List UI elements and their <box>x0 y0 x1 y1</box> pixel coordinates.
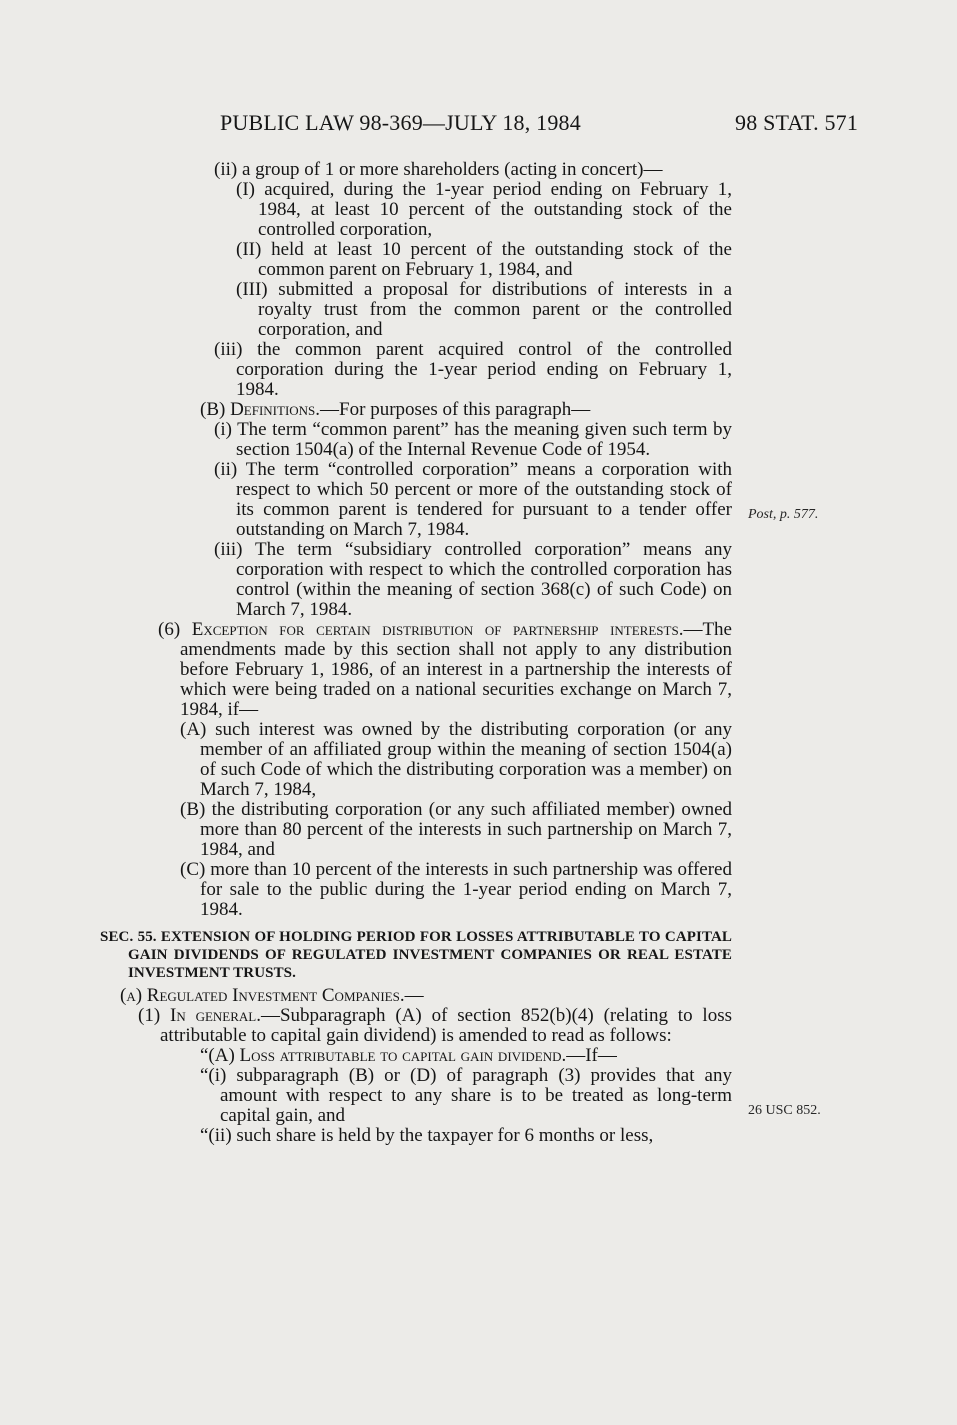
definitions-intro: —For purposes of this paragraph— <box>320 399 591 420</box>
clause-ii: (ii) a group of 1 or more shareholders (acting in concert)— <box>214 159 663 180</box>
margin-note-post: Post, p. 577. <box>748 507 819 522</box>
quoted-clause-ii: “(ii) such share is held by the taxpayer for 6 months or less, <box>200 1125 654 1146</box>
subclause-III: (III) submitted a proposal for distributions of interests in a royalty trust from the common parent or the controlled corporation, and <box>236 279 732 340</box>
section-55-heading: SEC. 55. EXTENSION OF HOLDING PERIOD FOR LOSSES ATTRIBUTABLE TO CAPITAL GAIN DIVIDENDS OF REGULATED INVESTMENT COMPANIES OR REAL ESTATE INVESTMENT TRUSTS. <box>100 929 732 981</box>
header-title: PUBLIC LAW 98-369—JULY 18, 1984 <box>220 110 581 135</box>
definition-controlled-corporation: (ii) The term “controlled corporation” means a corporation with respect to which 50 percent or more of the outstanding stock of its common parent is tendered for pursuant to a tender offer outstanding on March 7, 1984. <box>214 459 732 540</box>
paragraph-6 <box>100 620 732 720</box>
subclause-I: (I) acquired, during the 1-year period ending on February 1, 1984, at least 10 percent of the outstanding stock of the controlled corporation, <box>236 179 732 240</box>
quoted-A-label: “(A) Loss attributable to capital gain dividend. <box>200 1045 567 1066</box>
statute-page-number: 98 STAT. 571 <box>735 110 859 135</box>
paragraph-1 <box>100 1006 732 1046</box>
subclause-II: (II) held at least 10 percent of the outstanding stock of the common parent on February 1, 1984, and <box>236 239 732 280</box>
margin-note-usc: 26 USC 852. <box>748 1103 821 1118</box>
paragraph-6-text: —The amendments made by this section shall not apply to any distribution before February 1, 1986, of an interest in a partnership the interests of which were being traded on a national securities exchange on March 7, 1984, if— <box>180 619 732 720</box>
subparagraph-C: (C) more than 10 percent of the interests in such partnership was offered for sale to the public during the 1-year period ending on March 7, 1984. <box>180 859 732 920</box>
subparagraph-A: (A) such interest was owned by the distributing corporation (or any member of an affiliated group within the meaning of section 1504(a) of such Code of which the distributing corporation was a member) on March 7, 1984, <box>180 719 732 800</box>
subsection-a-heading: (a) Regulated Investment Companies.— <box>120 985 424 1006</box>
paragraph-1-label: (1) In general. <box>138 1005 261 1026</box>
definitions-heading <box>100 400 732 420</box>
definition-subsidiary-controlled-corporation: (iii) The term “subsidiary controlled corporation” means any corporation with respect to which the controlled corporation has control (within the meaning of section 368(c) of such Code) on March 7, 1984. <box>214 539 732 620</box>
quoted-subparagraph-A <box>100 1046 732 1066</box>
clause-iii: (iii) the common parent acquired control of the controlled corporation during the 1-year period ending on February 1, 1984. <box>214 339 732 400</box>
definition-common-parent: (i) The term “common parent” has the meaning given such term by section 1504(a) of the Internal Revenue Code of 1954. <box>214 419 732 460</box>
subparagraph-B: (B) the distributing corporation (or any such affiliated member) owned more than 80 percent of the interests in such partnership on March 7, 1984, and <box>180 799 732 860</box>
body-text <box>100 160 732 1146</box>
quoted-A-text: —If— <box>566 1045 617 1066</box>
definitions-label: (B) Definitions. <box>200 399 321 420</box>
page-header <box>0 110 957 140</box>
paragraph-6-label: (6) Exception for certain distribution of partnership interests. <box>158 619 684 640</box>
paragraph-1-text: —Subparagraph (A) of section 852(b)(4) (relating to loss attributable to capital gain dividend) is amended to read as follows: <box>160 1005 732 1046</box>
quoted-clause-i: “(i) subparagraph (B) or (D) of paragraph (3) provides that any amount with respect to any share is to be treated as long-term capital gain, and <box>200 1065 732 1126</box>
